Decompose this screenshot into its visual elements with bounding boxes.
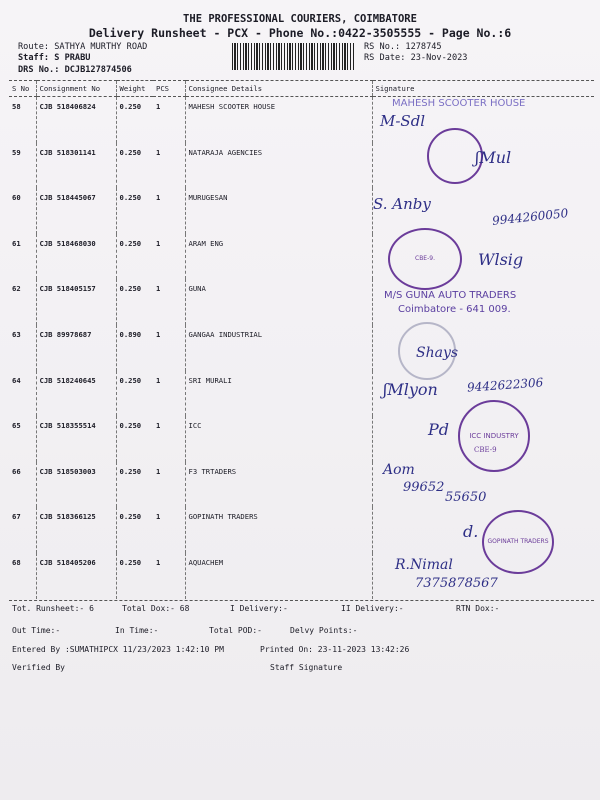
- printed-on: Printed On: 23-11-2023 13:42:26: [260, 645, 410, 654]
- rubber-stamp-67: GOPINATH TRADERS: [482, 510, 554, 574]
- cell-sno: 60: [12, 193, 21, 203]
- cell-sno: 61: [12, 238, 21, 248]
- ii-delivery: II Delivery:-: [341, 604, 404, 613]
- cell-pcs: 1: [156, 466, 161, 476]
- stamp-icc-2: CBE-9: [474, 446, 497, 454]
- cell-consignee: MAHESH SCOOTER HOUSE: [185, 97, 372, 143]
- total-pod: Total POD:-: [209, 626, 262, 635]
- entered-by: Entered By :SUMATHIPCX 11/23/2023 1:42:10 PM: [12, 645, 224, 654]
- cell-pcs: 1: [156, 147, 161, 157]
- cell-consignee: GOPINATH TRADERS: [185, 507, 372, 553]
- signature-68: R.Nimal: [395, 557, 453, 573]
- company-title: THE PROFESSIONAL COURIERS, COIMBATORE: [183, 13, 417, 25]
- cell-weight: 0.250: [116, 279, 153, 325]
- cell-sno: 59: [12, 147, 21, 157]
- drs-number: DRS No.: DCJB127874506: [18, 65, 132, 75]
- barcode: [232, 43, 355, 70]
- cell-consignment: CJB 518366125: [36, 507, 116, 553]
- phone-68: 7375878567: [415, 576, 498, 591]
- in-time: In Time:-: [115, 626, 159, 635]
- cell-sno: 62: [12, 284, 21, 294]
- cell-sno: 64: [12, 375, 21, 385]
- cell-sno: 63: [12, 329, 21, 339]
- signature-64: ʃMlyon: [383, 380, 438, 399]
- cell-weight: 0.250: [116, 462, 153, 508]
- rubber-stamp-65: [458, 400, 530, 472]
- cell-weight: 0.250: [116, 371, 153, 417]
- i-delivery: I Delivery:-: [230, 604, 288, 613]
- cell-pcs: 1: [156, 238, 161, 248]
- cell-consignee: NATARAJA AGENCIES: [185, 143, 372, 189]
- cell-signature: [372, 279, 594, 325]
- cell-consignment: CJB 518301141: [36, 143, 116, 189]
- route-label: Route: SATHYA MURTHY ROAD: [18, 42, 148, 52]
- delvy-points: Delvy Points:-: [290, 626, 358, 635]
- signature-63: Shays: [416, 345, 459, 361]
- cell-sno: 66: [12, 466, 21, 476]
- cell-sno: 58: [12, 102, 21, 111]
- stamp-guna-1: M/S GUNA AUTO TRADERS: [384, 290, 517, 301]
- cell-consignment: CJB 518468030: [36, 234, 116, 280]
- signature-65: Pd: [428, 420, 450, 439]
- cell-consignee: F3 TRTADERS: [185, 462, 372, 508]
- rubber-stamp-61: CBE-9.: [388, 228, 462, 290]
- table-row: [9, 279, 594, 325]
- cell-pcs: 1: [156, 557, 161, 567]
- signature-58: M-Sdl: [380, 112, 426, 130]
- rs-number: RS No.: 1278745: [364, 42, 442, 52]
- cell-pcs: 1: [156, 329, 161, 339]
- stamp-guna-2: Coimbatore - 641 009.: [398, 304, 511, 315]
- cell-consignment: CJB 89978687: [36, 325, 116, 371]
- cell-consignment: CJB 518503003: [36, 462, 116, 508]
- table-row: [9, 325, 594, 371]
- verified-by: Verified By: [12, 663, 65, 672]
- cell-weight: 0.250: [116, 97, 153, 143]
- col-sno: S No: [9, 81, 36, 97]
- cell-consignment: CJB 518445067: [36, 188, 116, 234]
- col-consignee: Consignee Details: [185, 81, 372, 97]
- tot-runsheet: Tot. Runsheet:- 6: [12, 604, 94, 613]
- signature-60: S. Anby: [373, 195, 431, 213]
- signature-67: d.: [463, 522, 479, 541]
- cell-sno: 65: [12, 421, 21, 431]
- runsheet-subtitle: Delivery Runsheet - PCX - Phone No.:0422-3505555 - Page No.:6: [88, 26, 512, 40]
- stamp-icc-1: ICC INDUSTRY: [469, 432, 519, 440]
- cell-weight: 0.250: [116, 507, 153, 553]
- cell-pcs: 1: [156, 421, 161, 431]
- phone-66b: 55650: [445, 490, 487, 505]
- phone-66a: 99652: [403, 480, 445, 495]
- cell-pcs: 1: [156, 375, 161, 385]
- cell-consignment: CJB 518405157: [36, 279, 116, 325]
- phone-64: 9442622306: [466, 375, 544, 395]
- rs-date: RS Date: 23-Nov-2023: [364, 53, 468, 63]
- cell-weight: 0.250: [116, 416, 153, 462]
- signature-66: Aom: [383, 462, 415, 478]
- cell-weight: 0.250: [116, 234, 153, 280]
- col-pcs: PCS: [153, 81, 185, 97]
- cell-weight: 0.250: [116, 553, 153, 599]
- staff-signature: Staff Signature: [270, 663, 343, 672]
- signature-59: ʃMul: [475, 148, 512, 167]
- cell-weight: 0.250: [116, 188, 153, 234]
- cell-pcs: 1: [156, 284, 161, 294]
- cell-weight: 0.890: [116, 325, 153, 371]
- phone-60: 9944260050: [491, 206, 569, 228]
- stamp-mahesh: MAHESH SCOOTER HOUSE: [392, 98, 526, 109]
- col-weight: Weight: [116, 81, 153, 97]
- cell-consignee: SRI MURALI: [185, 371, 372, 417]
- cell-consignment: CJB 518240645: [36, 371, 116, 417]
- signature-61: Wlsig: [478, 250, 524, 269]
- table-header-row: [9, 81, 594, 97]
- cell-weight: 0.250: [116, 143, 153, 189]
- total-dox: Total Dox:- 68: [122, 604, 190, 613]
- out-time: Out Time:-: [12, 626, 61, 635]
- cell-sno: 68: [12, 557, 21, 567]
- cell-pcs: 1: [156, 512, 161, 522]
- staff-label: Staff: S PRABU: [18, 53, 91, 63]
- table-row: [9, 188, 594, 234]
- cell-consignment: CJB 518355514: [36, 416, 116, 462]
- cell-consignment: CJB 518406824: [36, 97, 116, 143]
- table-bottom-rule: [9, 600, 594, 601]
- col-signature: Signature: [372, 81, 594, 97]
- cell-consignee: AQUACHEM: [185, 553, 372, 599]
- cell-consignee: GANGAA INDUSTRIAL: [185, 325, 372, 371]
- col-consignment: Consignment No: [36, 81, 116, 97]
- cell-consignment: CJB 518405206: [36, 553, 116, 599]
- cell-pcs: 1: [156, 102, 161, 111]
- cell-consignee: GUNA: [185, 279, 372, 325]
- rtn-dox: RTN Dox:-: [456, 604, 500, 613]
- cell-sno: 67: [12, 512, 21, 522]
- cell-consignee: ARAM ENG: [185, 234, 372, 280]
- cell-consignee: MURUGESAN: [185, 188, 372, 234]
- cell-consignee: ICC: [185, 416, 372, 462]
- cell-pcs: 1: [156, 193, 161, 203]
